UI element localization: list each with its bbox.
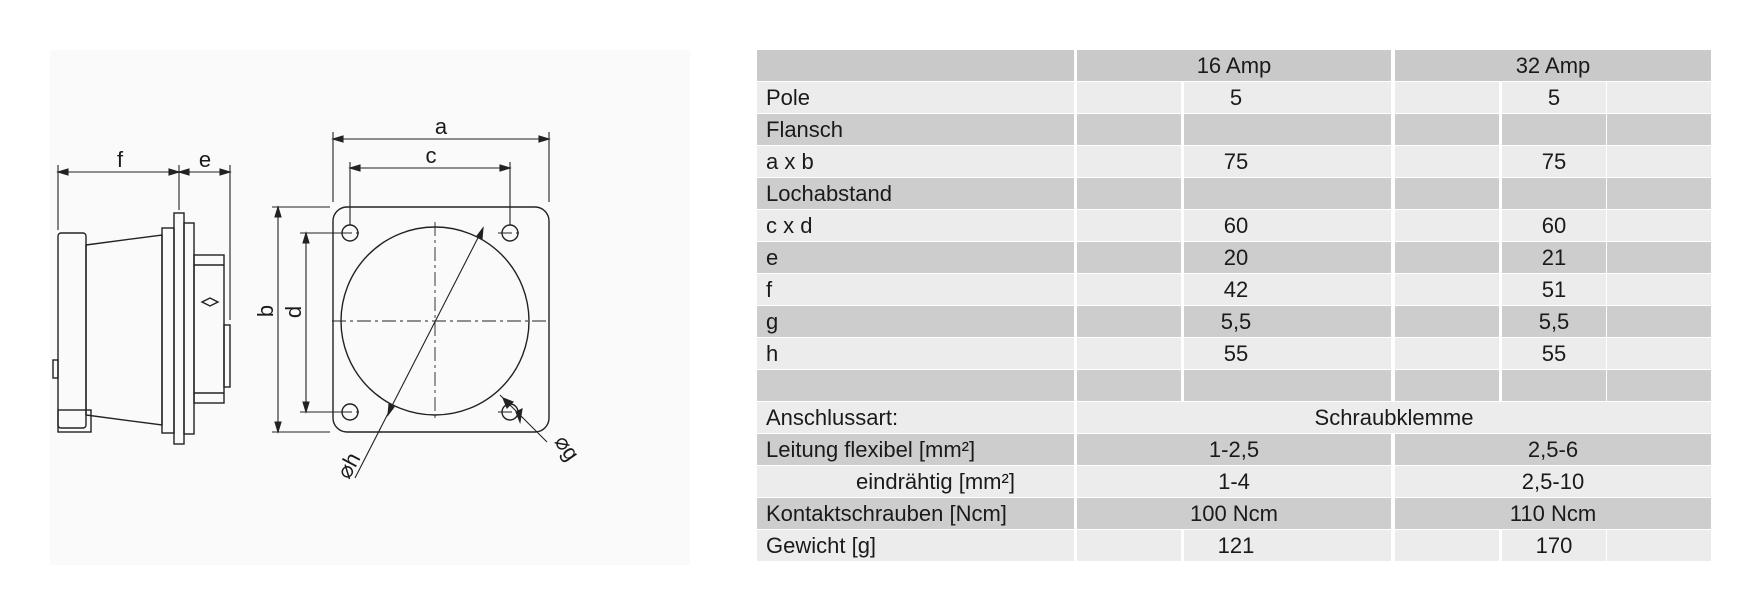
empty-subcell [1077,306,1181,337]
table-row [757,146,1711,177]
value-32amp-cell: 110 Ncm [1395,498,1711,529]
empty-subcell [1607,338,1711,369]
table-row [757,242,1711,273]
table-row [757,434,1711,465]
row-label [757,370,1074,401]
empty-subcell [1607,306,1711,337]
table-row [757,466,1711,497]
empty-subcell [1607,114,1711,145]
value-32amp-cell [1502,370,1606,401]
empty-subcell [1287,274,1391,305]
empty-subcell [1287,306,1391,337]
empty-subcell [1077,210,1181,241]
table-row [757,498,1711,529]
empty-subcell [1077,530,1181,561]
empty-subcell [1287,370,1391,401]
row-label: Lochabstand [757,178,1074,209]
row-label: Flansch [757,114,1074,145]
header-blank-cell [757,50,1074,81]
empty-subcell [1395,370,1499,401]
value-16amp-cell: 75 [1184,146,1288,177]
empty-subcell [1287,178,1391,209]
value-16amp-cell: 1-2,5 [1077,434,1391,465]
empty-subcell [1395,178,1499,209]
empty-subcell [1077,114,1181,145]
empty-subcell [1607,82,1711,113]
table-row [757,370,1711,401]
dim-label-e: e [198,147,212,172]
empty-subcell [1607,370,1711,401]
value-32amp-cell: 75 [1502,146,1606,177]
header-16amp: 16 Amp [1077,50,1391,81]
dimension-drawing [50,50,690,565]
table-row [757,178,1711,209]
row-label: eindrähtig [mm²] [757,466,1074,497]
dim-label-b: b [253,304,278,318]
empty-subcell [1395,242,1499,273]
value-32amp-cell [1502,114,1606,145]
empty-subcell [1287,82,1391,113]
value-32amp-cell: 170 [1502,530,1606,561]
empty-subcell [1395,210,1499,241]
value-32amp-cell: 5 [1502,82,1606,113]
table-row [757,306,1711,337]
empty-subcell [1607,210,1711,241]
empty-subcell [1607,530,1711,561]
table-row [757,274,1711,305]
value-16amp-cell [1184,178,1288,209]
row-label: e [757,242,1074,273]
row-label: Kontaktschrauben [Ncm] [757,498,1074,529]
empty-subcell [1077,370,1181,401]
header-32amp: 32 Amp [1395,50,1711,81]
value-32amp-cell: 51 [1502,274,1606,305]
row-label: Gewicht [g] [757,530,1074,561]
empty-subcell [1077,242,1181,273]
empty-subcell [1077,338,1181,369]
value-16amp-cell: 100 Ncm [1077,498,1391,529]
value-16amp-cell [1184,370,1288,401]
row-label: c x d [757,210,1074,241]
dim-label-c: c [425,143,437,168]
value-16amp-cell: 55 [1184,338,1288,369]
dim-label-h: ⌀h [331,448,366,483]
value-32amp-cell [1502,178,1606,209]
value-both-cell: Schraubklemme [1077,402,1711,433]
empty-subcell [1395,306,1499,337]
empty-subcell [1395,338,1499,369]
dim-label-a: a [434,114,448,139]
value-16amp-cell: 60 [1184,210,1288,241]
empty-subcell [1287,338,1391,369]
row-label: Leitung flexibel [mm²] [757,434,1074,465]
dimension-g [500,395,547,442]
table-row [757,402,1711,433]
table-row [757,530,1711,561]
empty-subcell [1287,210,1391,241]
value-16amp-cell: 42 [1184,274,1288,305]
row-label: h [757,338,1074,369]
dim-label-g: ⌀g [549,430,585,466]
value-16amp-cell: 5 [1184,82,1288,113]
empty-subcell [1287,146,1391,177]
value-32amp-cell: 2,5-6 [1395,434,1711,465]
empty-subcell [1607,146,1711,177]
table-row [757,114,1711,145]
empty-subcell [1395,530,1499,561]
value-16amp-cell [1184,114,1288,145]
technical-drawing [50,50,690,565]
dim-label-d: d [281,305,306,319]
empty-subcell [1287,242,1391,273]
empty-subcell [1395,274,1499,305]
value-32amp-cell: 21 [1502,242,1606,273]
empty-subcell [1077,146,1181,177]
row-label: f [757,274,1074,305]
table-row [757,210,1711,241]
row-label: a x b [757,146,1074,177]
table-row [757,82,1711,113]
dimension-a-c [333,132,549,225]
dimension-e-f [58,165,230,320]
table-row [757,338,1711,369]
value-32amp-cell: 2,5-10 [1395,466,1711,497]
value-32amp-cell: 5,5 [1502,306,1606,337]
value-32amp-cell: 60 [1502,210,1606,241]
empty-subcell [1395,82,1499,113]
front-view [332,207,549,432]
value-32amp-cell: 55 [1502,338,1606,369]
empty-subcell [1287,530,1391,561]
empty-subcell [1607,178,1711,209]
value-16amp-cell: 1-4 [1077,466,1391,497]
row-label: Pole [757,82,1074,113]
empty-subcell [1287,114,1391,145]
empty-subcell [1077,82,1181,113]
row-label: Anschlussart: [757,402,1074,433]
dimension-b-d [272,207,342,432]
row-label: g [757,306,1074,337]
empty-subcell [1607,274,1711,305]
value-16amp-cell: 5,5 [1184,306,1288,337]
value-16amp-cell: 20 [1184,242,1288,273]
spec-table [757,50,1711,563]
side-view [53,213,230,444]
empty-subcell [1077,178,1181,209]
empty-subcell [1607,242,1711,273]
value-16amp-cell: 121 [1184,530,1288,561]
dim-label-f: f [116,147,124,172]
empty-subcell [1077,274,1181,305]
table-header-row [757,50,1711,81]
empty-subcell [1395,114,1499,145]
empty-subcell [1395,146,1499,177]
